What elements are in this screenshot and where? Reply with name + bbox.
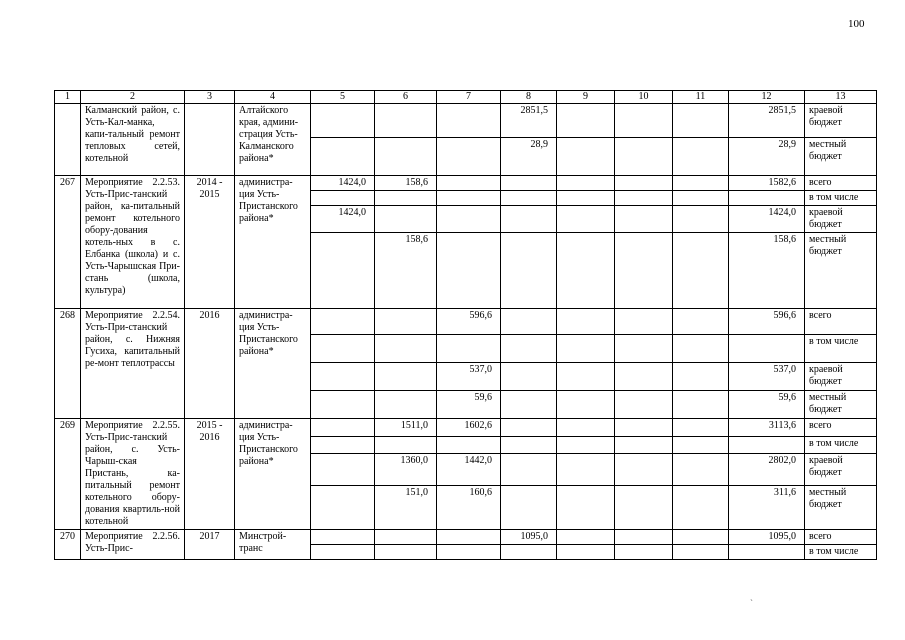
amount-cell-c11 (673, 206, 729, 233)
funding-source-cell: всего (805, 530, 877, 545)
amount-cell-c11 (673, 530, 729, 545)
item-number-cell: 268 (55, 309, 81, 419)
amount-cell-c6 (375, 104, 437, 138)
amount-cell-c5 (311, 485, 375, 529)
amount-cell-c9 (557, 391, 615, 419)
column-header-2: 2 (81, 91, 185, 104)
amount-cell-c11 (673, 485, 729, 529)
amount-cell-c6: 158,6 (375, 176, 437, 191)
amount-cell-c8 (501, 485, 557, 529)
column-header-1: 1 (55, 91, 81, 104)
amount-cell-c10 (615, 363, 673, 391)
amount-cell-c11 (673, 545, 729, 560)
amount-cell-c11 (673, 233, 729, 309)
amount-cell-c10 (615, 454, 673, 486)
amount-cell-c6 (375, 530, 437, 545)
amount-cell-c8 (501, 309, 557, 335)
amount-cell-c8 (501, 176, 557, 191)
funding-source-cell: местный бюджет (805, 485, 877, 529)
item-number-cell: 270 (55, 530, 81, 560)
amount-cell-c9 (557, 335, 615, 363)
amount-cell-c7 (437, 138, 501, 176)
amount-cell-c7 (437, 233, 501, 309)
amount-cell-c5 (311, 335, 375, 363)
amount-cell-c11 (673, 335, 729, 363)
amount-cell-c10 (615, 335, 673, 363)
table-row (55, 530, 877, 545)
amount-cell-c12 (729, 335, 805, 363)
funding-source-cell: всего (805, 176, 877, 191)
amount-cell-c10 (615, 419, 673, 437)
amount-cell-c5 (311, 309, 375, 335)
amount-cell-c9 (557, 233, 615, 309)
amount-cell-c11 (673, 391, 729, 419)
page-number: 100 (848, 18, 865, 30)
amount-cell-c8 (501, 191, 557, 206)
executor-cell: администра-ция Усть-Пристанского района* (235, 309, 311, 419)
amount-cell-c7: 1602,6 (437, 419, 501, 437)
amount-cell-c5 (311, 233, 375, 309)
amount-cell-c6: 151,0 (375, 485, 437, 529)
amount-cell-c10 (615, 545, 673, 560)
measure-description-cell: Калманский район, с. Усть-Кал-манка, капи-тальный ремонт тепловых сетей, котельной (81, 104, 185, 176)
funding-source-cell: в том числе (805, 545, 877, 560)
amount-cell-c11 (673, 363, 729, 391)
period-cell: 2014 - 2015 (185, 176, 235, 309)
amount-cell-c9 (557, 309, 615, 335)
budget-table-wrapper (54, 90, 877, 560)
amount-cell-c9 (557, 436, 615, 454)
amount-cell-c7 (437, 436, 501, 454)
amount-cell-c12: 59,6 (729, 391, 805, 419)
amount-cell-c5: 1424,0 (311, 206, 375, 233)
amount-cell-c8 (501, 363, 557, 391)
period-cell: 2015 - 2016 (185, 419, 235, 530)
amount-cell-c6 (375, 335, 437, 363)
amount-cell-c5 (311, 391, 375, 419)
amount-cell-c12: 596,6 (729, 309, 805, 335)
amount-cell-c6 (375, 138, 437, 176)
measure-description-cell: Мероприятие 2.2.54. Усть-При-станский район, с. Нижняя Гусиха, капитальный ре-монт теплотрассы (81, 309, 185, 419)
amount-cell-c10 (615, 436, 673, 454)
budget-table (54, 90, 877, 560)
table-row (55, 419, 877, 437)
amount-cell-c7 (437, 545, 501, 560)
amount-cell-c9 (557, 485, 615, 529)
amount-cell-c12: 1582,6 (729, 176, 805, 191)
amount-cell-c9 (557, 454, 615, 486)
amount-cell-c7 (437, 530, 501, 545)
amount-cell-c9 (557, 104, 615, 138)
amount-cell-c8 (501, 545, 557, 560)
executor-cell: администра-ция Усть-Пристанского района* (235, 419, 311, 530)
amount-cell-c11 (673, 104, 729, 138)
column-header-7: 7 (437, 91, 501, 104)
column-header-12: 12 (729, 91, 805, 104)
amount-cell-c10 (615, 191, 673, 206)
amount-cell-c7 (437, 104, 501, 138)
column-header-13: 13 (805, 91, 877, 104)
amount-cell-c5 (311, 436, 375, 454)
amount-cell-c8 (501, 419, 557, 437)
amount-cell-c6 (375, 391, 437, 419)
measure-description-cell: Мероприятие 2.2.53. Усть-Прис-танский район, ка-питальный ремонт котельного обору-дования котель-ных в с. Елбанка (школа) и с. Усть-Чарышская При-стань (школа, культура) (81, 176, 185, 309)
header-row (55, 91, 877, 104)
amount-cell-c10 (615, 530, 673, 545)
amount-cell-c9 (557, 176, 615, 191)
funding-source-cell: в том числе (805, 335, 877, 363)
amount-cell-c5 (311, 104, 375, 138)
amount-cell-c8 (501, 454, 557, 486)
amount-cell-c6: 158,6 (375, 233, 437, 309)
period-cell (185, 104, 235, 176)
column-header-11: 11 (673, 91, 729, 104)
amount-cell-c10 (615, 138, 673, 176)
amount-cell-c8 (501, 391, 557, 419)
funding-source-cell: краевой бюджет (805, 363, 877, 391)
amount-cell-c6 (375, 436, 437, 454)
scan-mark: ` (750, 598, 753, 608)
funding-source-cell: всего (805, 309, 877, 335)
amount-cell-c9 (557, 545, 615, 560)
column-header-4: 4 (235, 91, 311, 104)
amount-cell-c12: 2802,0 (729, 454, 805, 486)
funding-source-cell: всего (805, 419, 877, 437)
table-row (55, 104, 877, 138)
amount-cell-c6: 1511,0 (375, 419, 437, 437)
amount-cell-c11 (673, 436, 729, 454)
amount-cell-c11 (673, 191, 729, 206)
item-number-cell (55, 104, 81, 176)
amount-cell-c7 (437, 176, 501, 191)
amount-cell-c8: 1095,0 (501, 530, 557, 545)
amount-cell-c6 (375, 309, 437, 335)
amount-cell-c10 (615, 176, 673, 191)
amount-cell-c5 (311, 363, 375, 391)
funding-source-cell: местный бюджет (805, 233, 877, 309)
amount-cell-c10 (615, 233, 673, 309)
measure-description-cell: Мероприятие 2.2.56. Усть-Прис- (81, 530, 185, 560)
funding-source-cell: местный бюджет (805, 138, 877, 176)
table-row (55, 176, 877, 191)
amount-cell-c5 (311, 138, 375, 176)
funding-source-cell: краевой бюджет (805, 206, 877, 233)
amount-cell-c12: 3113,6 (729, 419, 805, 437)
amount-cell-c11 (673, 176, 729, 191)
amount-cell-c9 (557, 206, 615, 233)
amount-cell-c10 (615, 104, 673, 138)
amount-cell-c7: 1442,0 (437, 454, 501, 486)
column-header-3: 3 (185, 91, 235, 104)
column-header-6: 6 (375, 91, 437, 104)
amount-cell-c12: 1424,0 (729, 206, 805, 233)
amount-cell-c8: 28,9 (501, 138, 557, 176)
amount-cell-c7: 160,6 (437, 485, 501, 529)
column-header-10: 10 (615, 91, 673, 104)
amount-cell-c8 (501, 436, 557, 454)
amount-cell-c12: 2851,5 (729, 104, 805, 138)
funding-source-cell: в том числе (805, 191, 877, 206)
column-header-5: 5 (311, 91, 375, 104)
amount-cell-c12: 537,0 (729, 363, 805, 391)
amount-cell-c10 (615, 485, 673, 529)
amount-cell-c5 (311, 454, 375, 486)
amount-cell-c5: 1424,0 (311, 176, 375, 191)
amount-cell-c5 (311, 530, 375, 545)
measure-description-cell: Мероприятие 2.2.55. Усть-Прис-танский район, с. Усть-Чарыш-ская Пристань, ка-питальный ремонт котельного обору-дования квартиль-ной котельной (81, 419, 185, 530)
executor-cell: Алтайского края, админи-страция Усть-Калманского района* (235, 104, 311, 176)
amount-cell-c10 (615, 206, 673, 233)
period-cell: 2017 (185, 530, 235, 560)
amount-cell-c7 (437, 191, 501, 206)
funding-source-cell: краевой бюджет (805, 104, 877, 138)
executor-cell: Минстрой-транс (235, 530, 311, 560)
amount-cell-c9 (557, 138, 615, 176)
column-header-8: 8 (501, 91, 557, 104)
amount-cell-c12 (729, 545, 805, 560)
item-number-cell: 267 (55, 176, 81, 309)
amount-cell-c11 (673, 419, 729, 437)
column-header-9: 9 (557, 91, 615, 104)
amount-cell-c5 (311, 419, 375, 437)
amount-cell-c9 (557, 419, 615, 437)
amount-cell-c8 (501, 233, 557, 309)
table-body (55, 104, 877, 560)
amount-cell-c12: 1095,0 (729, 530, 805, 545)
amount-cell-c9 (557, 530, 615, 545)
amount-cell-c6 (375, 363, 437, 391)
amount-cell-c8 (501, 206, 557, 233)
period-cell: 2016 (185, 309, 235, 419)
amount-cell-c6 (375, 545, 437, 560)
amount-cell-c11 (673, 454, 729, 486)
amount-cell-c10 (615, 391, 673, 419)
amount-cell-c6 (375, 191, 437, 206)
amount-cell-c7: 596,6 (437, 309, 501, 335)
amount-cell-c12: 28,9 (729, 138, 805, 176)
amount-cell-c5 (311, 545, 375, 560)
amount-cell-c12 (729, 191, 805, 206)
amount-cell-c7: 537,0 (437, 363, 501, 391)
funding-source-cell: в том числе (805, 436, 877, 454)
amount-cell-c8: 2851,5 (501, 104, 557, 138)
amount-cell-c12: 311,6 (729, 485, 805, 529)
funding-source-cell: краевой бюджет (805, 454, 877, 486)
amount-cell-c9 (557, 191, 615, 206)
amount-cell-c7: 59,6 (437, 391, 501, 419)
amount-cell-c8 (501, 335, 557, 363)
amount-cell-c6 (375, 206, 437, 233)
amount-cell-c11 (673, 309, 729, 335)
amount-cell-c12: 158,6 (729, 233, 805, 309)
amount-cell-c7 (437, 335, 501, 363)
amount-cell-c5 (311, 191, 375, 206)
amount-cell-c11 (673, 138, 729, 176)
amount-cell-c7 (437, 206, 501, 233)
item-number-cell: 269 (55, 419, 81, 530)
amount-cell-c6: 1360,0 (375, 454, 437, 486)
amount-cell-c12 (729, 436, 805, 454)
executor-cell: администра-ция Усть-Пристанского района* (235, 176, 311, 309)
funding-source-cell: местный бюджет (805, 391, 877, 419)
table-row (55, 309, 877, 335)
amount-cell-c10 (615, 309, 673, 335)
amount-cell-c9 (557, 363, 615, 391)
